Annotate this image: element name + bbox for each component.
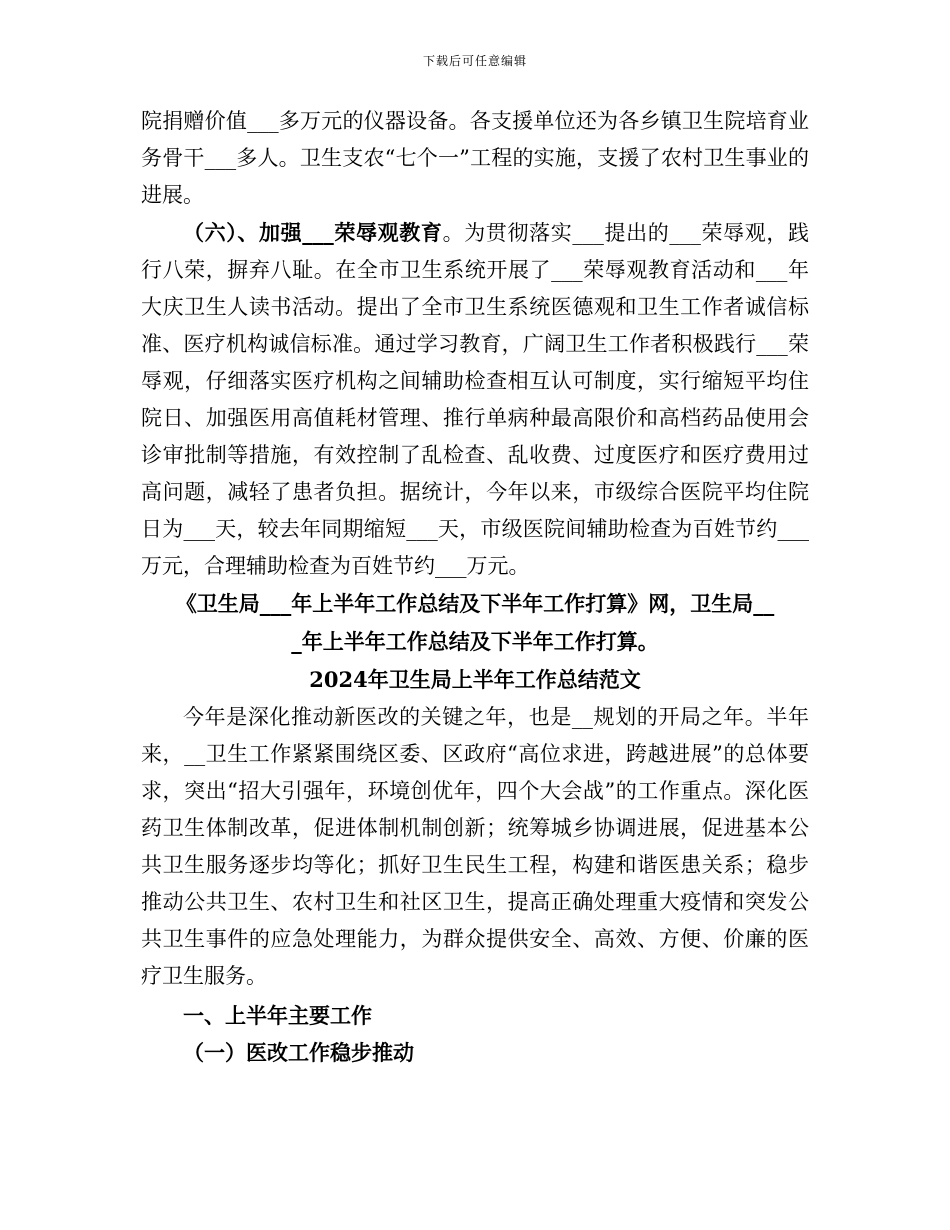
section-body-text: 。为贯彻落实___提出的___荣辱观，践行八荣，摒弃八耻。在全市卫生系统开展了___荣辱观教育活动和___年大庆卫生人读书活动。提出了全市卫生系统医德观和卫生工作者诚信标准、医疗机构诚信标准。通过学习教育，广阔卫生工作者积极践行___荣辱观，仔细落实医疗机构之间辅助检查相互认可制度，实行缩短平均住院日、加强医用高值耗材管理、推行单病种最高限价和高档药品使用会诊审批制等措施，有效控制了乱检查、乱收费、过度医疗和医疗费用过高问题，减轻了患者负担。据统计，今年以来，市级综合医院平均住院日为___天，较去年同期缩短___天，市级医院间辅助检查为百姓节约___万元，合理辅助检查为百姓节约___万元。 <box>141 221 810 578</box>
link-title-line-2: _年上半年工作总结及下半年工作打算。 <box>291 629 659 654</box>
page-header: 下载后可任意编辑 <box>422 54 527 68</box>
section-lead-heading: （六）、加强___荣辱观教育 <box>183 220 443 245</box>
link-title-line-1: 《卫生局___年上半年工作总结及下半年工作打算》网，卫生局__ <box>175 591 775 616</box>
paragraph-donation: 院捐赠价值___多万元的仪器设备。各支援单位还为各乡镇卫生院培育业务骨干___多人。卫生支农“七个一”工程的实施，支援了农村卫生事业的进展。 <box>141 109 809 207</box>
document-title: 2024年卫生局上半年工作总结范文 <box>309 667 641 692</box>
paragraph-intro: 今年是深化推动新医改的关键之年，也是__规划的开局之年。半年来，__卫生工作紧紧围绕区委、区政府“高位求进，跨越进展”的总体要求，突出“招大引强年，环境创优年，四个大会战”的工作重点。深化医药卫生体制改革，促进体制机制创新；统筹城乡协调进展，促进基本公共卫生服务逐步均等化；抓好卫生民生工程，构建和谐医患关系；稳步推动公共卫生、农村卫生和社区卫生，提高正确处理重大疫情和突发公共卫生事件的应急处理能力，为群众提供安全、高效、方便、价廉的医疗卫生服务。 <box>141 705 809 988</box>
document-body <box>141 103 809 1071</box>
heading-medical-reform: （一）医改工作稳步推动 <box>183 1040 414 1065</box>
paragraph-honor-education <box>141 214 809 585</box>
heading-main-work: 一、上半年主要工作 <box>183 1003 372 1028</box>
